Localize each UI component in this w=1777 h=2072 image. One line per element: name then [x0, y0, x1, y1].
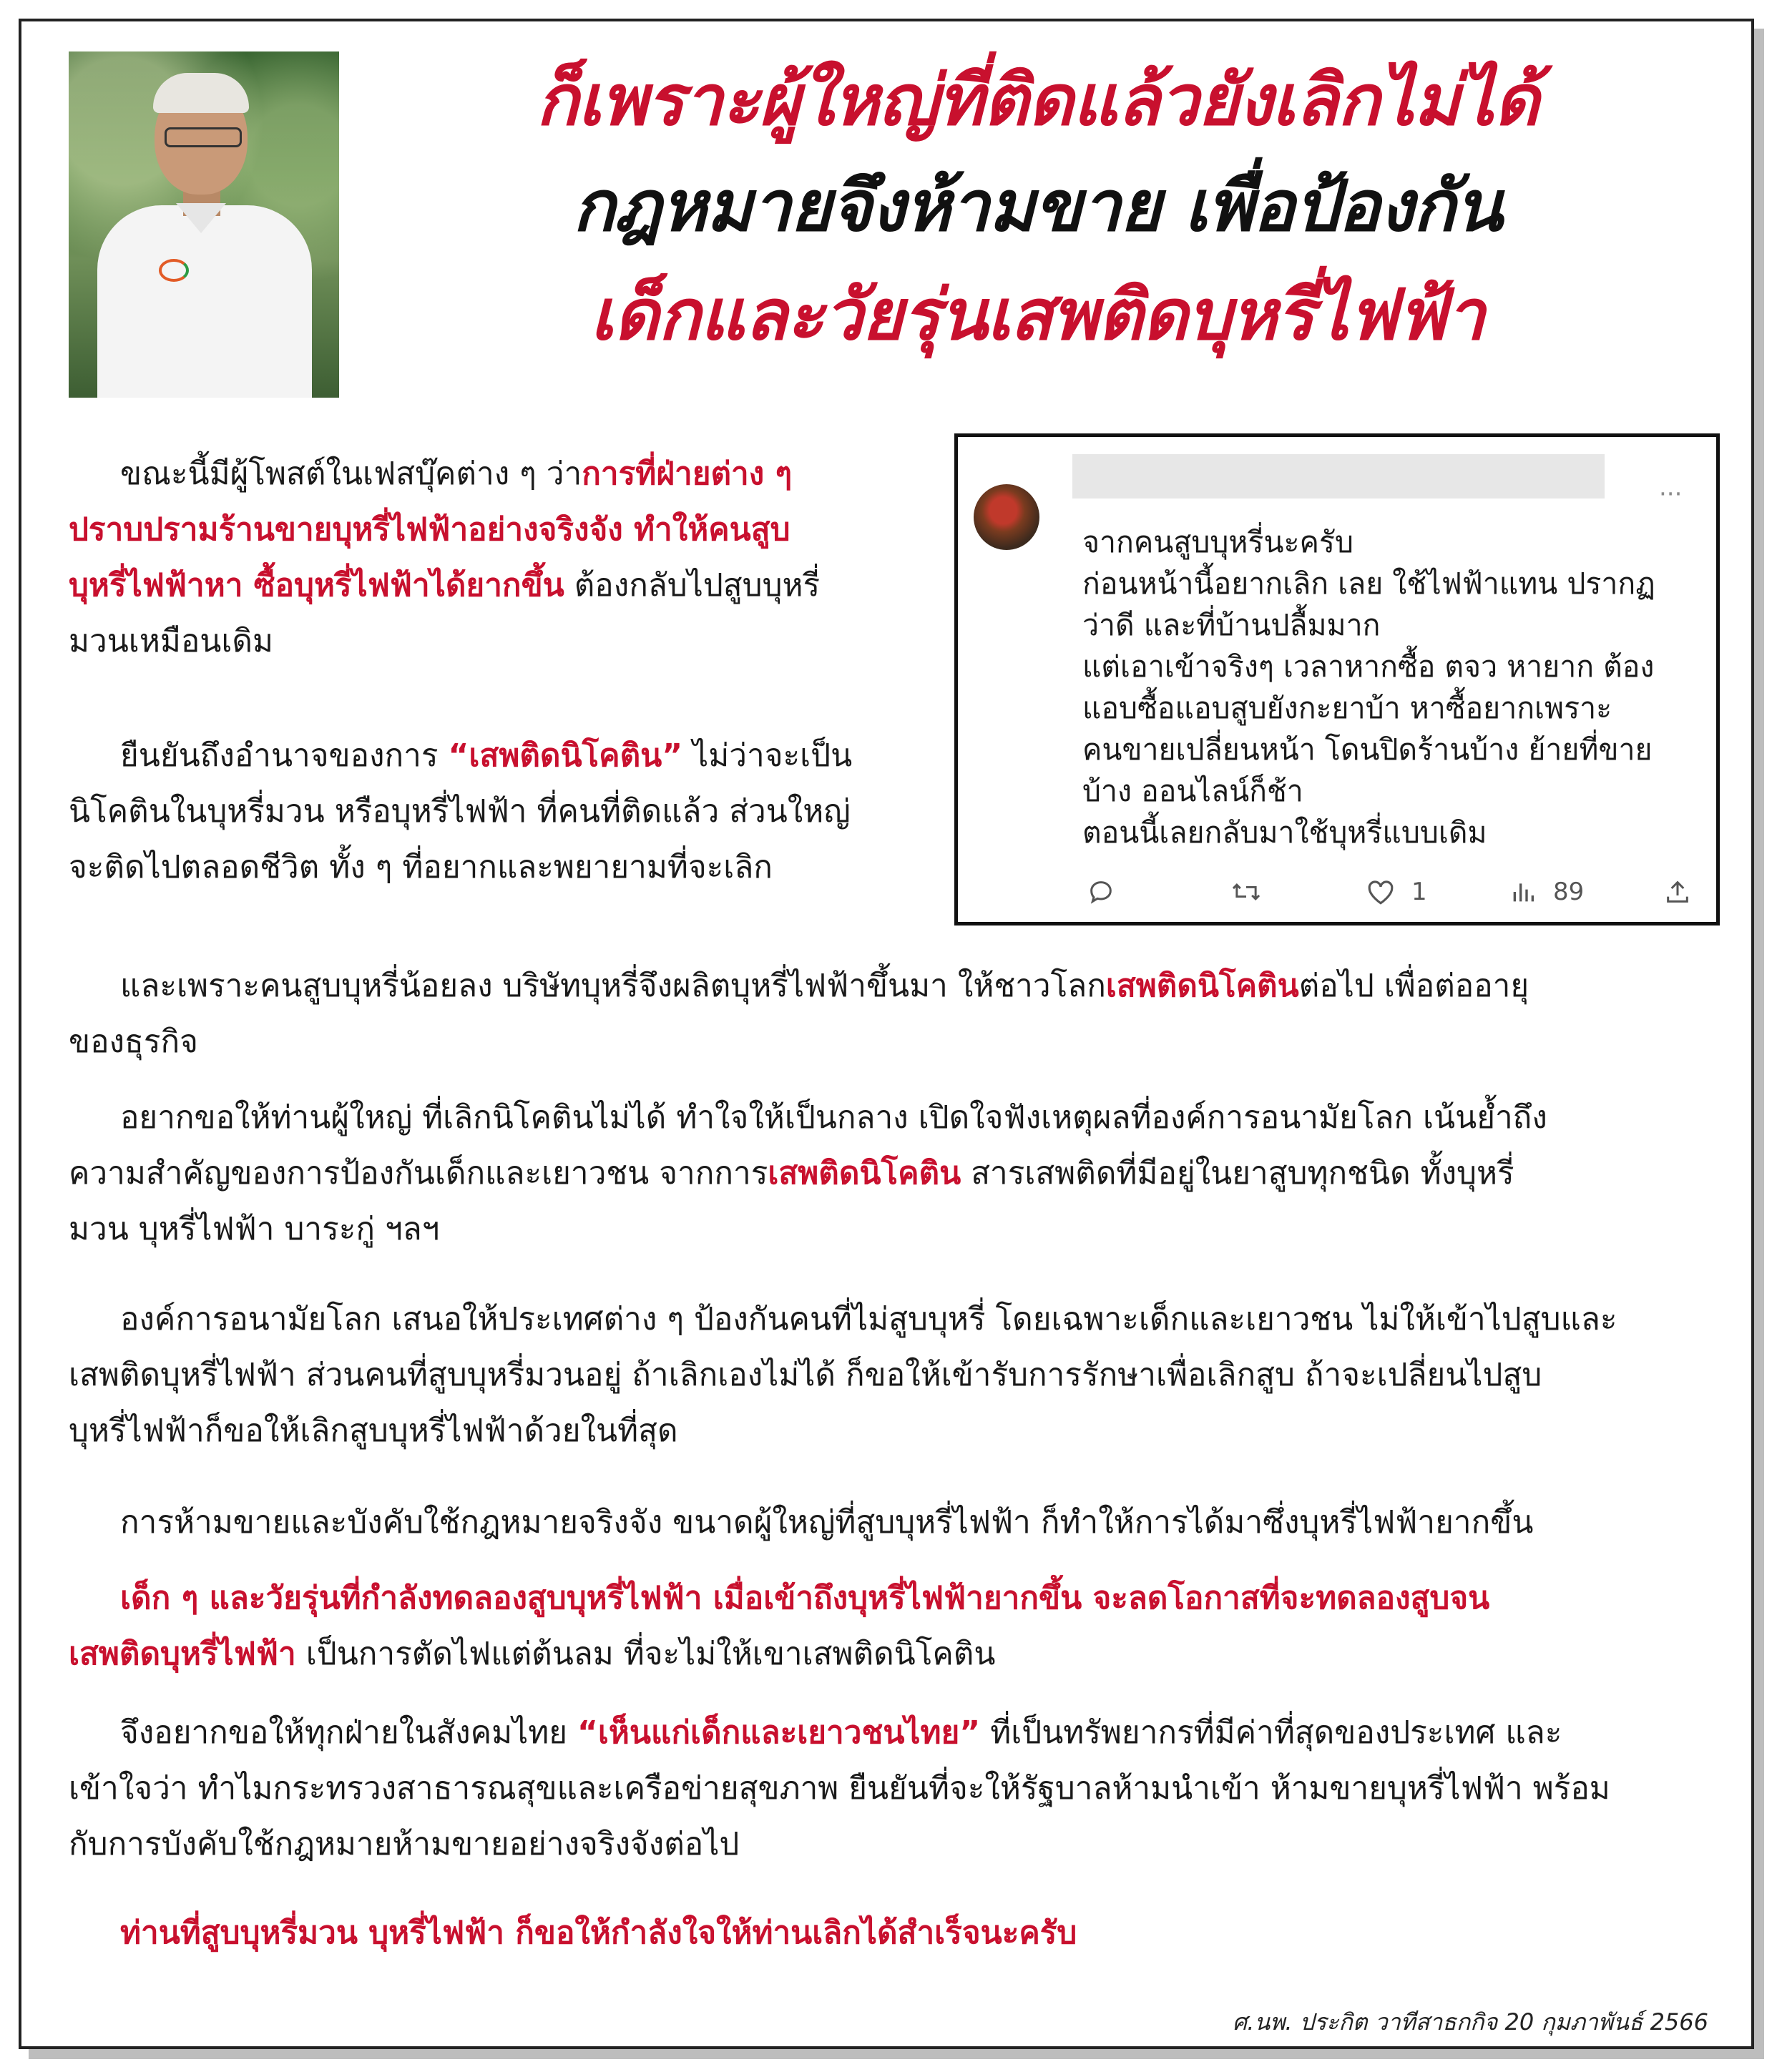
retweet-icon [1230, 878, 1263, 906]
heart-icon [1366, 878, 1396, 906]
post-line: แอบซื้อแอบสูบยังกะยาบ้า หาซื้อยากเพราะ [1082, 691, 1612, 725]
post-line: แต่เอาเข้าจริงๆ เวลาหากซื้อ ตจว หายาก ต้อง [1082, 649, 1655, 684]
reply-button[interactable] [1087, 878, 1115, 906]
body-paragraph-9: ท่านที่สูบบุหรี่มวน บุหรี่ไฟฟ้า ก็ขอให้กำลังใจให้ท่านเลิกได้สำเร็จนะครับ [120, 1915, 1077, 1951]
more-options-icon[interactable]: ··· [1659, 480, 1683, 509]
post-line: ตอนนี้เลยกลับมาใช้บุหรี่แบบเดิม [1082, 815, 1487, 850]
post-line: ว่าดี และที่บ้านปลื้มมาก [1082, 608, 1381, 642]
headline-line-3: เด็กและวัยรุ่นเสพติดบุหรี่ไฟฟ้า [589, 275, 1485, 356]
post-line: ก่อนหน้านี้อยากเลิก เลย ใช้ไฟฟ้าแทน ปรากฏ [1082, 566, 1655, 601]
post-text [1082, 521, 1712, 853]
share-button[interactable] [1663, 878, 1692, 906]
like-button[interactable] [1366, 878, 1427, 906]
view-count: 89 [1553, 878, 1585, 906]
intro-paragraph-2: ยืนยันถึงอำนาจของการ “เสพติดนิโคติน” ไม่ว่าจะเป็น นิโคตินในบุหรี่มวน หรือบุหรี่ไฟฟ้า ที่คนที่ติดแล้ว ส่วนใหญ่ จะติดไปตลอดชีวิต ทั้ง ๆ ที่อยากและพยายามที่จะเลิก [69, 737, 853, 885]
body-paragraph-5: องค์การอนามัยโลก เสนอให้ประเทศต่าง ๆ ป้องกันคนที่ไม่สูบบุหรี่ โดยเฉพาะเด็กและเยาวชน ไม่ให้เข้าไปสูบและ เสพติดบุหรี่ไฟฟ้า ส่วนคนที่สูบบุหรี่มวนอยู่ ถ้าเลิกเองไม่ได้ ก็ขอให้เข้ารับการรักษาเพื่อเลิกสูบ ถ้าจะเปลี่ยนไปสูบ บุหรี่ไฟฟ้าก็ขอให้เลิกสูบบุหรี่ไฟฟ้าด้วยในที่สุด [69, 1301, 1617, 1449]
redacted-username [1072, 454, 1605, 499]
avatar [974, 484, 1039, 550]
post-actions [958, 878, 1716, 918]
share-icon [1663, 878, 1692, 906]
post-line: บ้าง ออนไลน์ก็ช้า [1082, 774, 1303, 808]
social-post-screenshot [954, 433, 1720, 925]
post-line: คนขายเปลี่ยนหน้า โดนปิดร้านบ้าง ย้ายที่ขาย [1082, 732, 1653, 767]
body-paragraph-6: การห้ามขายและบังคับใช้กฎหมายจริงจัง ขนาดผู้ใหญ่ที่สูบบุหรี่ไฟฟ้า ก็ทำให้การได้มาซึ่งบุหรี่ไฟฟ้ายากขึ้น [120, 1504, 1534, 1541]
body-paragraph-4: อยากขอให้ท่านผู้ใหญ่ ที่เลิกนิโคตินไม่ได้ ทำใจให้เป็นกลาง เปิดใจฟังเหตุผลที่องค์การอนามัยโลก เน้นย้ำถึง ความสำคัญของการป้องกันเด็กและเยาวชน จากการเสพติดนิโคติน สารเสพติดที่มีอยู่ในยาสูบทุกชนิด ทั้งบุหรี่ มวน บุหรี่ไฟฟ้า บาระกู่ ฯลฯ [69, 1099, 1547, 1247]
headline-line-2: กฎหมายจึงห้ามขาย เพื่อป้องกัน [572, 166, 1502, 247]
intro-paragraph-1: ขณะนี้มีผู้โพสต์ในเฟสบุ๊คต่าง ๆ ว่าการที่ฝ่ายต่าง ๆ ปราบปรามร้านขายบุหรี่ไฟฟ้าอย่างจริงจัง ทำให้คนสูบ บุหรี่ไฟฟ้าหา ซื้อบุหรี่ไฟฟ้าได้ยากขึ้น ต้องกลับไปสูบบุหรี่ มวนเหมือนเดิม [69, 456, 821, 659]
reply-icon [1087, 878, 1115, 906]
headline-line-1: ก็เพราะผู้ใหญ่ที่ติดแล้วยังเลิกไม่ได้ [536, 60, 1539, 142]
like-count: 1 [1411, 878, 1427, 906]
post-line: จากคนสูบบุหรี่นะครับ [1082, 525, 1353, 559]
body-paragraph-7: เด็ก ๆ และวัยรุ่นที่กำลังทดลองสูบบุหรี่ไฟฟ้า เมื่อเข้าถึงบุหรี่ไฟฟ้ายากขึ้น จะลดโอกาสที่จะทดลองสูบจน เสพติดบุหรี่ไฟฟ้า เป็นการตัดไฟแต่ต้นลม ที่จะไม่ให้เขาเสพติดนิโคติน [69, 1580, 1490, 1672]
retweet-button[interactable] [1230, 878, 1263, 906]
body-paragraph-8: จึงอยากขอให้ทุกฝ่ายในสังคมไทย “เห็นแก่เด็กและเยาวชนไทย” ที่เป็นทรัพยากรที่มีค่าที่สุดของประเทศ และ เข้าใจว่า ทำไมกระทรวงสาธารณสุขและเครือข่ายสุขภาพ ยืนยันที่จะให้รัฐบาลห้ามนำเข้า ห้ามขายบุหรี่ไฟฟ้า พร้อม กับการบังคับใช้กฎหมายห้ามขายอย่างจริงจังต่อไป [69, 1714, 1610, 1862]
shirt-logo-icon [159, 259, 189, 282]
author-photo [69, 51, 339, 398]
views-button[interactable] [1509, 878, 1584, 906]
body-paragraph-3: และเพราะคนสูบบุหรี่น้อยลง บริษัทบุหรี่จึงผลิตบุหรี่ไฟฟ้าขึ้นมา ให้ชาวโลกเสพติดนิโคตินต่อไป เพื่อต่ออายุ ของธุรกิจ [69, 968, 1529, 1060]
bar-chart-icon [1509, 878, 1537, 906]
author-signature: ศ.นพ. ประกิต วาทีสาธกกิจ 20 กุมภาพันธ์ 2566 [1232, 2008, 1708, 2036]
